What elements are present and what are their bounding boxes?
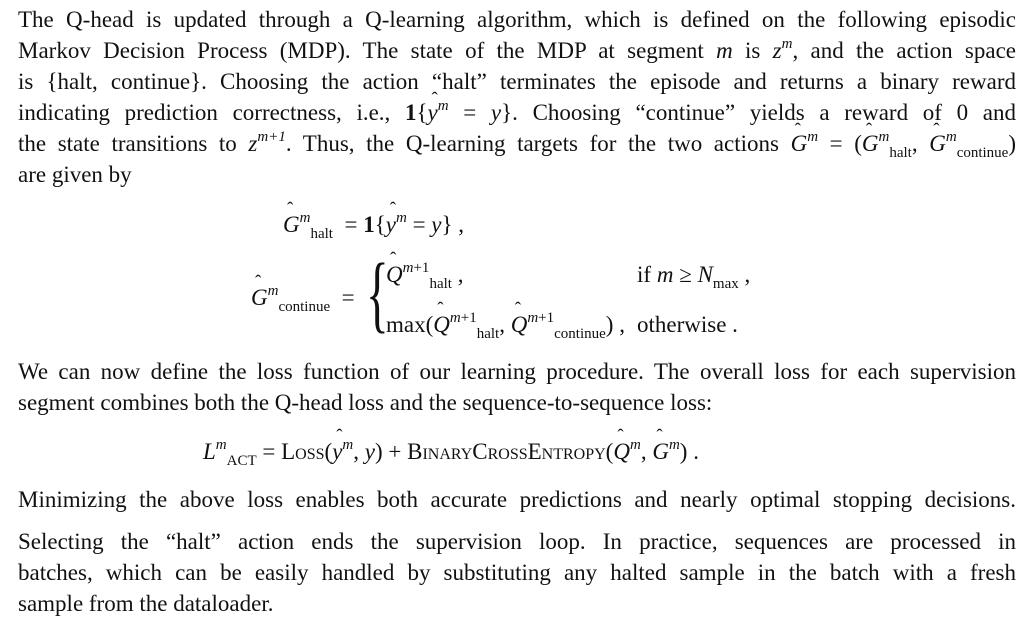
eq-g-continue-lhs: ˆ $G^m_{continue}$ = <box>251 285 355 311</box>
p1-line5: the state transitions to $z^{m+1}$. Thus, the Q-learning targets for the two actions ˆ $G^m$ = (ˆ $G^m_{halt}$, ˆ $G^m_{continue}$) <box>18 128 1016 159</box>
p1-line1: The Q-head is updated through a Q-learning algorithm, which is defined on the following episodic <box>18 7 1016 32</box>
p1-line2: Markov Decision Process (MDP). The state of the MDP at segment m is $z^m$, and the action space <box>18 36 1016 63</box>
p4-line3: sample from the dataloader. <box>18 591 274 616</box>
p1-line6: are given by <box>18 162 132 187</box>
paragraph-loss <box>18 356 1016 418</box>
p4-line1: Selecting the “halt” action ends the supervision loop. In practice, sequences are processed in <box>18 529 1016 554</box>
p1-line3: is {halt, continue}. Choosing the action “halt” terminates the episode and returns a binary reward <box>18 69 1016 94</box>
eq-cond2: otherwise . <box>637 312 738 337</box>
p3-line1: Minimizing the above loss enables both accurate predictions and nearly optimal stopping decisions. <box>18 487 1016 512</box>
p1-line4: indicating prediction correctness, i.e., 1{ˆ $y^m = y$}. Choosing “continue” yields a reward of 0 and <box>18 97 1016 128</box>
eq-case1: ˆ $Q^{m+1}_{halt}$ , <box>386 262 463 288</box>
eq-cond1: if $m \ge N_{max}$ , <box>637 262 751 292</box>
paragraph-halt <box>18 526 1016 619</box>
eq-case2: max(ˆ $Q^{m+1}_{halt}$, ˆ $Q^{m+1}_{continue}$) , <box>386 312 625 338</box>
p2-line1: We can now define the loss function of our learning procedure. The overall loss for each supervision <box>18 359 1016 384</box>
brace: { <box>366 245 389 341</box>
paragraph-intro <box>18 4 1016 190</box>
p4-line2: batches, which can be easily handled by substituting any halted sample in the batch with a fresh <box>18 560 1016 585</box>
eq-loss: $L^m_{ACT}$ = Loss(ˆ $y^m$, y) + BinaryCrossEntropy(ˆ $Q^m$, ˆ $G^m$) . <box>203 439 699 465</box>
eq-g-halt: ˆ $G^m_{halt}$ = 1{ˆ $y^m = y$} , <box>283 212 464 238</box>
p2-line2: segment combines both the Q-head loss and the sequence-to-sequence loss: <box>18 390 713 415</box>
paragraph-minimize <box>18 484 1016 515</box>
